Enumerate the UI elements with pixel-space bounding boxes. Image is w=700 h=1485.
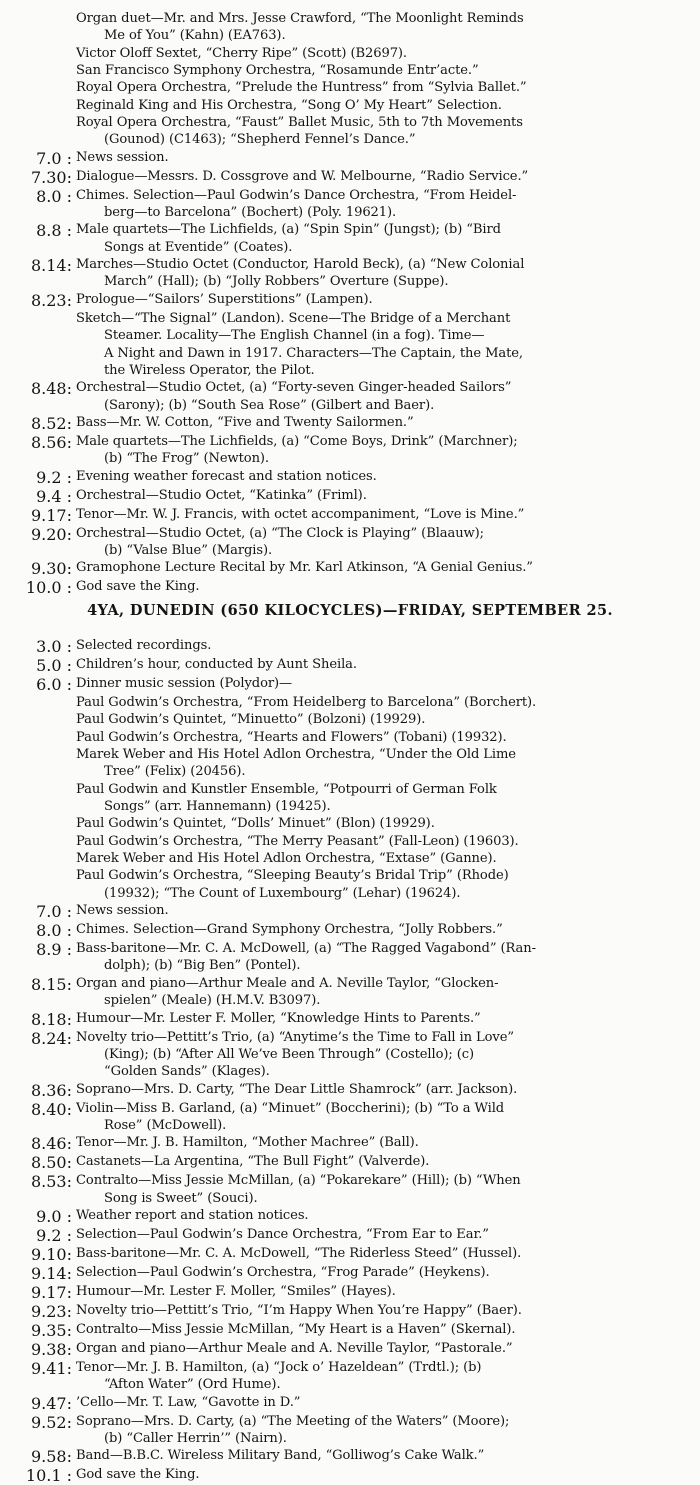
entry-line: Marek Weber and His Hotel Adlon Orchestra, “Under the Old Lime	[76, 747, 516, 763]
entry-line: Selected recordings.	[76, 638, 212, 653]
programme-entry	[0, 1134, 700, 1153]
entry-line: God save the King.	[76, 1467, 200, 1483]
entry-line: “Afton Water” (Ord Hume).	[104, 1377, 281, 1393]
time-slot: 8.53:	[30, 1172, 72, 1192]
entry-line: Paul Godwin’s Orchestra, “The Merry Peasant” (Fall-Leon) (19603).	[76, 833, 519, 849]
programme-entry	[0, 114, 700, 149]
entry-text	[76, 850, 700, 867]
programme-entry	[0, 781, 700, 816]
time-slot: 9.47:	[30, 1393, 72, 1413]
programme-entry	[0, 1029, 700, 1081]
entry-line: Songs at Eventide” (Coates).	[104, 239, 293, 255]
entry-text	[76, 221, 700, 256]
entry-line: A Night and Dawn in 1917. Characters—The Captain, the Mate,	[104, 345, 523, 361]
programme-entry	[0, 379, 700, 414]
time-slot: 8.23:	[30, 290, 72, 310]
programme-entry	[0, 1413, 700, 1448]
entry-line: Violin—Miss B. Garland, (a) “Minuet” (Boccherini); (b) “To a Wild	[76, 1100, 505, 1116]
time-slot: 8.0 :	[36, 186, 72, 206]
entry-text	[76, 114, 700, 149]
entry-text	[76, 902, 700, 921]
entry-line: ’Cello—Mr. T. Law, “Gavotte in D.”	[76, 1394, 301, 1410]
time-slot: 8.36:	[30, 1080, 72, 1100]
entry-text	[76, 1010, 700, 1029]
time-slot: 9.10:	[30, 1244, 72, 1264]
entry-text	[76, 781, 700, 816]
entry-line: Evening weather forecast and station notices.	[76, 468, 377, 484]
station-programme-continued	[0, 10, 700, 597]
programme-entry	[0, 1340, 700, 1359]
time-slot	[0, 850, 76, 867]
programme-entry	[0, 10, 700, 45]
entry-line: Male quartets—The Lichfields, (a) “Spin Spin” (Jungst); (b) “Bird	[76, 222, 501, 238]
time-slot	[0, 310, 76, 379]
station-programme-4ya-dunedin	[0, 637, 700, 1485]
time-slot	[0, 694, 76, 711]
entry-line: (19932); “The Count of Luxembourg” (Lehar) (19624).	[104, 885, 461, 901]
entry-text	[76, 1321, 700, 1340]
entry-line: Male quartets—The Lichfields, (a) “Come Boys, Drink” (Marchner);	[76, 433, 518, 449]
entry-line: Song is Sweet” (Souci).	[104, 1190, 258, 1206]
entry-text	[76, 559, 700, 578]
time-slot: 9.2 :	[36, 467, 72, 487]
time-slot: 9.4 :	[36, 486, 72, 506]
programme-entry	[0, 1010, 700, 1029]
time-slot	[0, 815, 76, 832]
time-slot: 8.46:	[30, 1134, 72, 1154]
time-slot: 9.0 :	[36, 1206, 72, 1226]
entry-line: Me of You” (Kahn) (EA763).	[104, 28, 286, 44]
programme-entry	[0, 1466, 700, 1485]
entry-text	[76, 187, 700, 222]
entry-line: Marek Weber and His Hotel Adlon Orchestra, “Extase” (Ganne).	[76, 851, 497, 867]
time-slot: 10.1 :	[25, 1466, 72, 1485]
entry-text	[76, 433, 700, 468]
entry-text	[76, 1100, 700, 1135]
programme-entry	[0, 975, 700, 1010]
entry-line: Prologue—“Sailors’ Superstitions” (Lampen).	[76, 291, 373, 307]
programme-entry	[0, 694, 700, 711]
entry-line: Paul Godwin’s Quintet, “Dolls’ Minuet” (Blon) (19929).	[76, 816, 435, 832]
entry-text	[76, 256, 700, 291]
programme-entry	[0, 310, 700, 379]
entry-text	[76, 975, 700, 1010]
programme-entry	[0, 79, 700, 96]
entry-text	[76, 468, 700, 487]
programme-entry	[0, 97, 700, 114]
time-slot: 9.58:	[30, 1447, 72, 1467]
entry-text	[76, 1153, 700, 1172]
entry-line: Marches—Studio Octet (Conductor, Harold Beck), (a) “New Colonial	[76, 257, 525, 273]
entry-line: Dinner music session (Polydor)—	[76, 676, 293, 691]
entry-line: Tenor—Mr. J. B. Hamilton, (a) “Jock o’ Hazeldean” (Trdtl.); (b)	[76, 1359, 482, 1375]
entry-line: Bass-baritone—Mr. C. A. McDowell, “The Riderless Steed” (Hussel).	[76, 1245, 522, 1261]
programme-entry	[0, 1226, 700, 1245]
entry-line: Paul Godwin’s Orchestra, “Sleeping Beauty’s Bridal Trip” (Rhode)	[76, 868, 509, 884]
time-slot: 10.0 :	[25, 578, 72, 598]
programme-entry	[0, 256, 700, 291]
entry-line: Novelty trio—Pettitt’s Trio, (a) “Anytime’s the Time to Fall in Love”	[76, 1029, 514, 1045]
entry-line: Tenor—Mr. W. J. Francis, with octet accompaniment, “Love is Mine.”	[76, 506, 525, 522]
entry-line: Castanets—La Argentina, “The Bull Fight” (Valverde).	[76, 1154, 430, 1170]
entry-line: Reginald King and His Orchestra, “Song O’ My Heart” Selection.	[76, 97, 502, 113]
programme-entry	[0, 1447, 700, 1466]
entry-text	[76, 694, 700, 711]
time-slot: 9.23:	[30, 1301, 72, 1321]
programme-entry	[0, 867, 700, 902]
programme-entry	[0, 921, 700, 940]
entry-text	[76, 578, 700, 597]
entry-line: Dialogue—Messrs. D. Cossgrove and W. Melbourne, “Radio Service.”	[76, 168, 529, 184]
entry-line: Paul Godwin’s Quintet, “Minuetto” (Bolzoni) (19929).	[76, 712, 426, 728]
entry-text	[76, 675, 700, 694]
entry-text	[76, 1081, 700, 1100]
entry-line: Organ and piano—Arthur Meale and A. Neville Taylor, “Pastorale.”	[76, 1340, 513, 1356]
time-slot: 9.30:	[30, 559, 72, 579]
programme-entry	[0, 729, 700, 746]
entry-text	[76, 1340, 700, 1359]
programme-entry	[0, 1394, 700, 1413]
entry-line: Selection—Paul Godwin’s Dance Orchestra, “From Ear to Ear.”	[76, 1226, 489, 1242]
entry-line: Songs” (arr. Hannemann) (19425).	[104, 799, 331, 815]
entry-line: Gramophone Lecture Recital by Mr. Karl Atkinson, “A Genial Genius.”	[76, 560, 533, 576]
entry-line: Children’s hour, conducted by Aunt Sheila.	[76, 657, 357, 672]
entry-line: Tenor—Mr. J. B. Hamilton, “Mother Machree” (Ball).	[76, 1135, 419, 1151]
entry-text	[76, 379, 700, 414]
entry-line: Orchestral—Studio Octet, “Katinka” (Friml).	[76, 487, 367, 503]
entry-text	[76, 10, 700, 45]
entry-text	[76, 1245, 700, 1264]
entry-line: News session.	[76, 149, 169, 165]
programme-entry	[0, 711, 700, 728]
programme-entry	[0, 221, 700, 256]
entry-text	[76, 746, 700, 781]
station-heading: 4YA, DUNEDIN (650 KILOCYCLES)—FRIDAY, SEPTEMBER 25.	[87, 602, 613, 619]
time-slot: 8.24:	[30, 1028, 72, 1048]
entry-text	[76, 291, 700, 310]
programme-entry	[0, 1172, 700, 1207]
time-slot: 8.56:	[30, 432, 72, 452]
programme-entry	[0, 559, 700, 578]
entry-line: (King); (b) “After All We’ve Been Through” (Costello); (c)	[104, 1046, 475, 1062]
entry-line: Soprano—Mrs. D. Carty, (a) “The Meeting of the Waters” (Moore);	[76, 1413, 510, 1429]
entry-text	[76, 940, 700, 975]
programme-entry	[0, 1153, 700, 1172]
entry-text	[76, 1283, 700, 1302]
entry-text	[76, 815, 700, 832]
programme-entry	[0, 487, 700, 506]
programme-entry	[0, 1321, 700, 1340]
programme-entry	[0, 1359, 700, 1394]
entry-text	[76, 1447, 700, 1466]
time-slot: 8.48:	[30, 379, 72, 399]
time-slot	[0, 781, 76, 816]
programme-entry	[0, 149, 700, 168]
time-slot: 9.17:	[30, 505, 72, 525]
entry-text	[76, 45, 700, 62]
time-slot: 7.30:	[30, 167, 72, 187]
programme-entry	[0, 578, 700, 597]
programme-entry	[0, 940, 700, 975]
time-slot: 8.18:	[30, 1009, 72, 1029]
entry-text	[76, 487, 700, 506]
entry-line: Novelty trio—Pettitt’s Trio, “I’m Happy When You’re Happy” (Baer).	[76, 1302, 522, 1318]
programme-entry	[0, 675, 700, 694]
time-slot: 7.0 :	[36, 148, 72, 168]
entry-line: (b) “The Frog” (Newton).	[104, 451, 269, 467]
entry-line: San Francisco Symphony Orchestra, “Rosamunde Entr’acte.”	[76, 63, 479, 79]
entry-line: Royal Opera Orchestra, “Faust” Ballet Music, 5th to 7th Movements	[76, 115, 523, 131]
entry-line: Tree” (Felix) (20456).	[104, 764, 246, 780]
entry-line: Paul Godwin and Kunstler Ensemble, “Potpourri of German Folk	[76, 781, 497, 797]
programme-entry	[0, 525, 700, 560]
entry-line: Bass-baritone—Mr. C. A. McDowell, (a) “The Ragged Vagabond” (Ran-	[76, 941, 536, 957]
time-slot	[0, 867, 76, 902]
entry-text	[76, 97, 700, 114]
entry-text	[76, 310, 700, 379]
time-slot: 9.35:	[30, 1320, 72, 1340]
programme-entry	[0, 1081, 700, 1100]
programme-entry	[0, 1283, 700, 1302]
programme-entry	[0, 45, 700, 62]
time-slot: 8.9 :	[36, 940, 72, 960]
entry-line: Sketch—“The Signal” (Landon). Scene—The Bridge of a Merchant	[76, 310, 511, 326]
entry-line: God save the King.	[76, 579, 200, 595]
entry-text	[76, 1394, 700, 1413]
programme-entry	[0, 1302, 700, 1321]
time-slot	[0, 79, 76, 96]
entry-line: Bass—Mr. W. Cotton, “Five and Twenty Sailormen.”	[76, 414, 414, 430]
time-slot: 9.14:	[30, 1263, 72, 1283]
entry-line: Steamer. Locality—The English Channel (in a fog). Time—	[104, 328, 485, 344]
entry-text	[76, 525, 700, 560]
entry-line: (b) “Caller Herrin’” (Nairn).	[104, 1430, 287, 1446]
programme-entry	[0, 1245, 700, 1264]
entry-text	[76, 833, 700, 850]
programme-entry	[0, 1207, 700, 1226]
entry-text	[76, 921, 700, 940]
programme-entry	[0, 433, 700, 468]
entry-line: Humour—Mr. Lester F. Moller, “Knowledge Hints to Parents.”	[76, 1010, 481, 1026]
time-slot: 8.50:	[30, 1153, 72, 1173]
entry-line: “Golden Sands” (Klages).	[104, 1064, 270, 1080]
entry-line: Contralto—Miss Jessie McMillan, (a) “Pokarekare” (Hill); (b) “When	[76, 1173, 521, 1189]
entry-line: (Sarony); (b) “South Sea Rose” (Gilbert and Baer).	[104, 397, 435, 413]
programme-entry	[0, 833, 700, 850]
time-slot: 6.0 :	[36, 675, 72, 694]
entry-text	[76, 656, 700, 675]
time-slot: 8.15:	[30, 974, 72, 994]
programme-entry	[0, 815, 700, 832]
entry-line: Royal Opera Orchestra, “Prelude the Huntress” from “Sylvia Ballet.”	[76, 80, 527, 96]
entry-text	[76, 62, 700, 79]
entry-line: (b) “Valse Blue” (Margis).	[104, 542, 273, 558]
time-slot: 5.0 :	[36, 656, 72, 675]
time-slot: 7.0 :	[36, 902, 72, 922]
time-slot: 8.8 :	[36, 221, 72, 241]
entry-line: March” (Hall); (b) “Jolly Robbers” Overture (Suppe).	[104, 274, 449, 290]
entry-text	[76, 414, 700, 433]
entry-text	[76, 711, 700, 728]
programme-entry	[0, 291, 700, 310]
programme-entry	[0, 506, 700, 525]
time-slot: 9.2 :	[36, 1225, 72, 1245]
entry-line: Contralto—Miss Jessie McMillan, “My Heart is a Haven” (Skernal).	[76, 1321, 516, 1337]
entry-line: Humour—Mr. Lester F. Moller, “Smiles” (Hayes).	[76, 1283, 396, 1299]
programme-entry	[0, 62, 700, 79]
time-slot: 8.52:	[30, 413, 72, 433]
entry-line: Chimes. Selection—Grand Symphony Orchestra, “Jolly Robbers.”	[76, 922, 503, 938]
entry-line: Soprano—Mrs. D. Carty, “The Dear Little Shamrock” (arr. Jackson).	[76, 1081, 518, 1097]
entry-line: dolph); (b) “Big Ben” (Pontel).	[104, 958, 301, 974]
programme-entry	[0, 468, 700, 487]
time-slot	[0, 45, 76, 62]
entry-text	[76, 1172, 700, 1207]
time-slot	[0, 711, 76, 728]
programme-entry	[0, 1100, 700, 1135]
entry-line: Paul Godwin’s Orchestra, “From Heidelberg to Barcelona” (Borchert).	[76, 695, 537, 710]
entry-line: Orchestral—Studio Octet, (a) “The Clock is Playing” (Blaauw);	[76, 525, 484, 541]
entry-text	[76, 1302, 700, 1321]
programme-entry	[0, 168, 700, 187]
entry-line: Chimes. Selection—Paul Godwin’s Dance Orchestra, “From Heidel-	[76, 187, 517, 203]
programme-entry	[0, 1264, 700, 1283]
programme-entry	[0, 902, 700, 921]
entry-line: Victor Oloff Sextet, “Cherry Ripe” (Scott) (B2697).	[76, 45, 407, 61]
entry-line: Selection—Paul Godwin’s Orchestra, “Frog Parade” (Heykens).	[76, 1264, 490, 1280]
time-slot	[0, 746, 76, 781]
time-slot: 9.38:	[30, 1339, 72, 1359]
entry-line: News session.	[76, 903, 169, 919]
entry-text	[76, 79, 700, 96]
entry-text	[76, 1413, 700, 1448]
entry-line: Weather report and station notices.	[76, 1207, 309, 1223]
entry-line: Organ duet—Mr. and Mrs. Jesse Crawford, “The Moonlight Reminds	[76, 11, 524, 26]
entry-line: Organ and piano—Arthur Meale and A. Neville Taylor, “Glocken-	[76, 975, 499, 991]
entry-line: spielen” (Meale) (H.M.V. B3097).	[104, 993, 321, 1009]
entry-line: the Wireless Operator, the Pilot.	[104, 362, 315, 378]
entry-line: Rose” (McDowell).	[104, 1117, 227, 1133]
time-slot	[0, 114, 76, 149]
entry-line: Orchestral—Studio Octet, (a) “Forty-seven Ginger-headed Sailors”	[76, 380, 512, 396]
entry-text	[76, 1466, 700, 1485]
time-slot: 9.20:	[30, 524, 72, 544]
entry-text	[76, 1264, 700, 1283]
time-slot: 8.0 :	[36, 921, 72, 941]
time-slot	[0, 62, 76, 79]
time-slot: 8.14:	[30, 256, 72, 276]
time-slot	[0, 833, 76, 850]
entry-text	[76, 867, 700, 902]
entry-text	[76, 1207, 700, 1226]
entry-line: berg—to Barcelona” (Bochert) (Poly. 19621).	[104, 205, 397, 221]
programme-entry	[0, 414, 700, 433]
entry-line: (Gounod) (C1463); “Shepherd Fennel’s Dance.”	[104, 132, 416, 148]
entry-text	[76, 149, 700, 168]
programme-entry	[0, 850, 700, 867]
programme-entry	[0, 187, 700, 222]
time-slot: 8.40:	[30, 1099, 72, 1119]
entry-text	[76, 168, 700, 187]
programme-entry	[0, 746, 700, 781]
entry-text	[76, 729, 700, 746]
time-slot: 9.41:	[30, 1358, 72, 1378]
time-slot	[0, 729, 76, 746]
entry-text	[76, 637, 700, 656]
entry-text	[76, 1359, 700, 1394]
time-slot: 9.17:	[30, 1282, 72, 1302]
entry-line: Paul Godwin’s Orchestra, “Hearts and Flowers” (Tobani) (19932).	[76, 729, 507, 745]
entry-line: Band—B.B.C. Wireless Military Band, “Golliwog’s Cake Walk.”	[76, 1448, 485, 1464]
entry-text	[76, 1029, 700, 1081]
programme-entry	[0, 637, 700, 656]
time-slot	[0, 10, 76, 45]
entry-text	[76, 1226, 700, 1245]
time-slot: 3.0 :	[36, 637, 72, 656]
entry-text	[76, 1134, 700, 1153]
time-slot	[0, 97, 76, 114]
entry-text	[76, 506, 700, 525]
time-slot: 9.52:	[30, 1412, 72, 1432]
programme-entry	[0, 656, 700, 675]
